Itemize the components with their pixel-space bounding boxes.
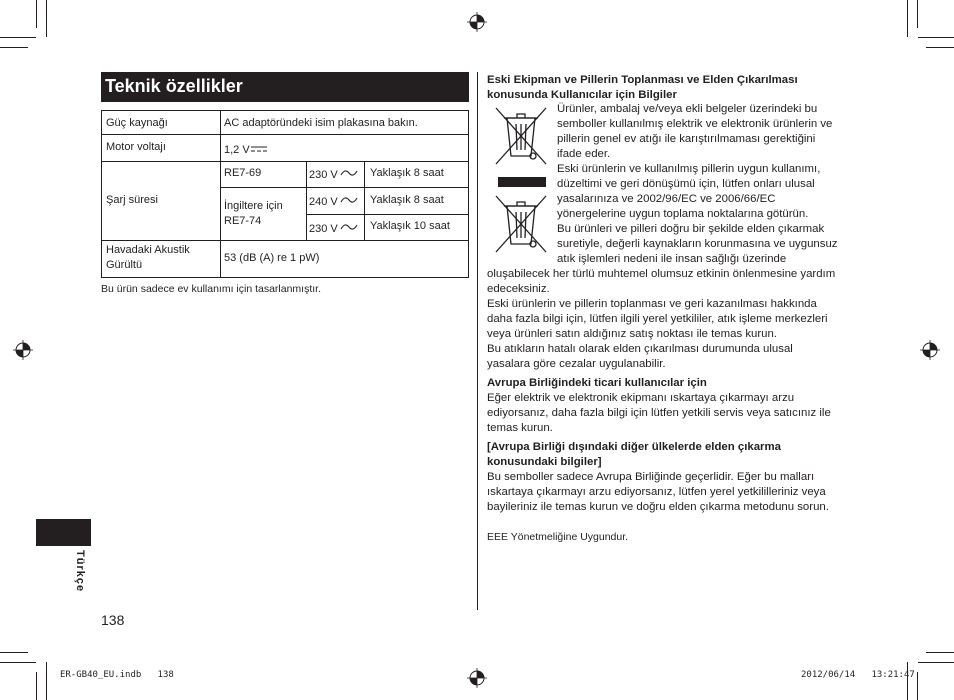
text-line: pillerin genel ev atığı ile karıştırılmaması gerektiğini: [557, 133, 816, 145]
section-title: Teknik özellikler: [105, 76, 243, 96]
crop-mark: [46, 0, 47, 37]
crop-mark: [36, 0, 37, 28]
motor-label: Motor voltajı: [106, 141, 166, 153]
noise-label-2: Gürültü: [106, 259, 143, 271]
text-line: düzeltimi ve geri dönüşümü için, lütfen onları ulusal: [557, 178, 815, 190]
text-line: Bu atıkların hatalı olarak elden çıkarılması durumunda ulusal: [487, 343, 793, 355]
text-line: ıskartaya çıkarmayı arzu ediyorsanız, lütfen yerel yetkililleriniz veya: [487, 486, 826, 498]
footer-file: ER-GB40_EU.indb 138: [60, 670, 174, 680]
time-1: Yaklaşık 8 saat: [370, 167, 444, 179]
text-line: ifade eder.: [557, 148, 611, 160]
crop-mark: [0, 37, 36, 38]
footer-date: 2012/06/14 13:21:47: [801, 670, 915, 680]
model-uk-line2: RE7-74: [224, 215, 262, 227]
text-line: veya ürünleri satın aldığınız satış noktası ile temas kurun.: [487, 328, 777, 340]
disposal-heading-line2: konusunda Kullanıcılar için Bilgiler: [487, 89, 677, 101]
crop-mark: [918, 37, 954, 38]
text-line: Eğer elektrik ve elektronik ekipmanı ıskartaya çıkarmayı arzu: [487, 392, 795, 404]
registration-mark-icon: [467, 12, 487, 32]
time-2: Yaklaşık 8 saat: [370, 194, 444, 206]
text-line: semboller kullanılmış elektrik ve elektronik ürünlerin ve: [557, 118, 833, 130]
crop-mark: [46, 662, 47, 700]
text-line: bayileriniz ile temas kurun ve doğru elden çıkarma metodunu sorun.: [487, 501, 829, 513]
text-line: oluşabilecek her türlü muhtemel olumsuz etkinin önlenmesine yardım: [487, 268, 836, 280]
dc-symbol-icon: [251, 145, 267, 153]
voltage-3: 230 V: [309, 222, 358, 237]
text-line: Bu ürünleri ve pilleri doğru bir şekilde elden çıkarmak: [557, 223, 825, 235]
text-line: temas kurun.: [487, 422, 553, 434]
non-eu-heading-line1: [Avrupa Birliği dışındaki diğer ülkelerde elden çıkarma: [487, 441, 781, 453]
page-number: 138: [101, 612, 125, 628]
non-eu-heading-line2: konusundaki bilgiler]: [487, 456, 602, 468]
crop-mark: [0, 662, 36, 663]
registration-mark-icon: [920, 340, 940, 360]
text-line: Ürünler, ambalaj ve/veya ekli belgeler üzerindeki bu: [557, 103, 818, 115]
text-line: atık işlemleri nedeni ile insan sağlığı üzerinde: [557, 253, 787, 265]
crossed-bin-icon: [493, 192, 549, 256]
text-line: edeceksiniz.: [487, 283, 550, 295]
text-line: Bu semboller sadece Avrupa Birliğinde geçerlidir. Eğer bu malları: [487, 471, 815, 483]
power-value: AC adaptöründeki isim plakasına bakın.: [224, 117, 418, 129]
language-tab: [36, 519, 91, 546]
power-label: Güç kaynağı: [106, 117, 168, 129]
motor-value: 1,2 V: [224, 143, 267, 158]
section-title-bar: [101, 72, 469, 102]
text-line: yasalara göre cezalar uygulanabilir.: [487, 358, 666, 370]
text-line: yasalarınıza ve 2002/96/EC ve 2006/66/EC: [557, 193, 776, 205]
text-line: Eski ürünlerin ve pillerin toplanması ve geri kazanılması hakkında: [487, 298, 817, 310]
text-line: ediyorsanız, daha fazla bilgi için lütfen yetkili servis veya satıcınız ile: [487, 407, 831, 419]
ac-symbol-icon: [340, 195, 358, 205]
voltage-2: 240 V: [309, 195, 358, 210]
ac-symbol-icon: [340, 222, 358, 232]
ac-symbol-icon: [340, 168, 358, 178]
noise-value: 53 (dB (A) re 1 pW): [224, 252, 320, 264]
registration-mark-icon: [13, 340, 33, 360]
crop-mark: [917, 672, 918, 700]
text-line: suretiyle, değerli kaynakların korunmasına ve uygunsuz: [557, 238, 838, 250]
crop-mark: [917, 0, 918, 28]
charge-label: Şarj süresi: [106, 194, 158, 206]
usage-note: Bu ürün sadece ev kullanımı için tasarlanmıştır.: [101, 283, 322, 295]
eu-heading: Avrupa Birliğindeki ticari kullanıcılar için: [487, 377, 707, 389]
crossed-bin-icon: [493, 104, 549, 168]
voltage-1: 230 V: [309, 168, 358, 183]
time-3: Yaklaşık 10 saat: [370, 220, 450, 232]
crop-mark: [907, 0, 908, 37]
text-line: Eski ürünlerin ve kullanılmış pillerin uygun kullanımı,: [557, 163, 821, 175]
disposal-heading-line1: Eski Ekipman ve Pillerin Toplanması ve Elden Çıkarılması: [487, 74, 798, 86]
eee-compliance: EEE Yönetmeliğine Uygundur.: [487, 531, 629, 543]
model-re7-69: RE7-69: [224, 167, 262, 179]
crop-mark: [918, 662, 954, 663]
column-divider: [477, 72, 478, 610]
crop-mark: [926, 652, 954, 653]
spec-table: [101, 110, 469, 278]
language-label: Türkçe: [74, 550, 86, 593]
crop-mark: [0, 652, 28, 653]
crop-mark: [907, 662, 908, 700]
text-line: daha fazla bilgi için, lütfen ilgili yerel yetkililer, atık işleme merkezleri: [487, 313, 828, 325]
noise-label-1: Havadaki Akustik: [106, 244, 190, 256]
registration-mark-icon: [467, 668, 487, 688]
text-line: yönergelerine uygun toplama noktalarına götürün.: [557, 208, 809, 220]
crop-mark: [36, 672, 37, 700]
crop-mark: [0, 47, 28, 48]
bin-underline-bar: [498, 177, 546, 187]
model-uk-line1: İngiltere için: [224, 200, 283, 212]
crop-mark: [926, 47, 954, 48]
